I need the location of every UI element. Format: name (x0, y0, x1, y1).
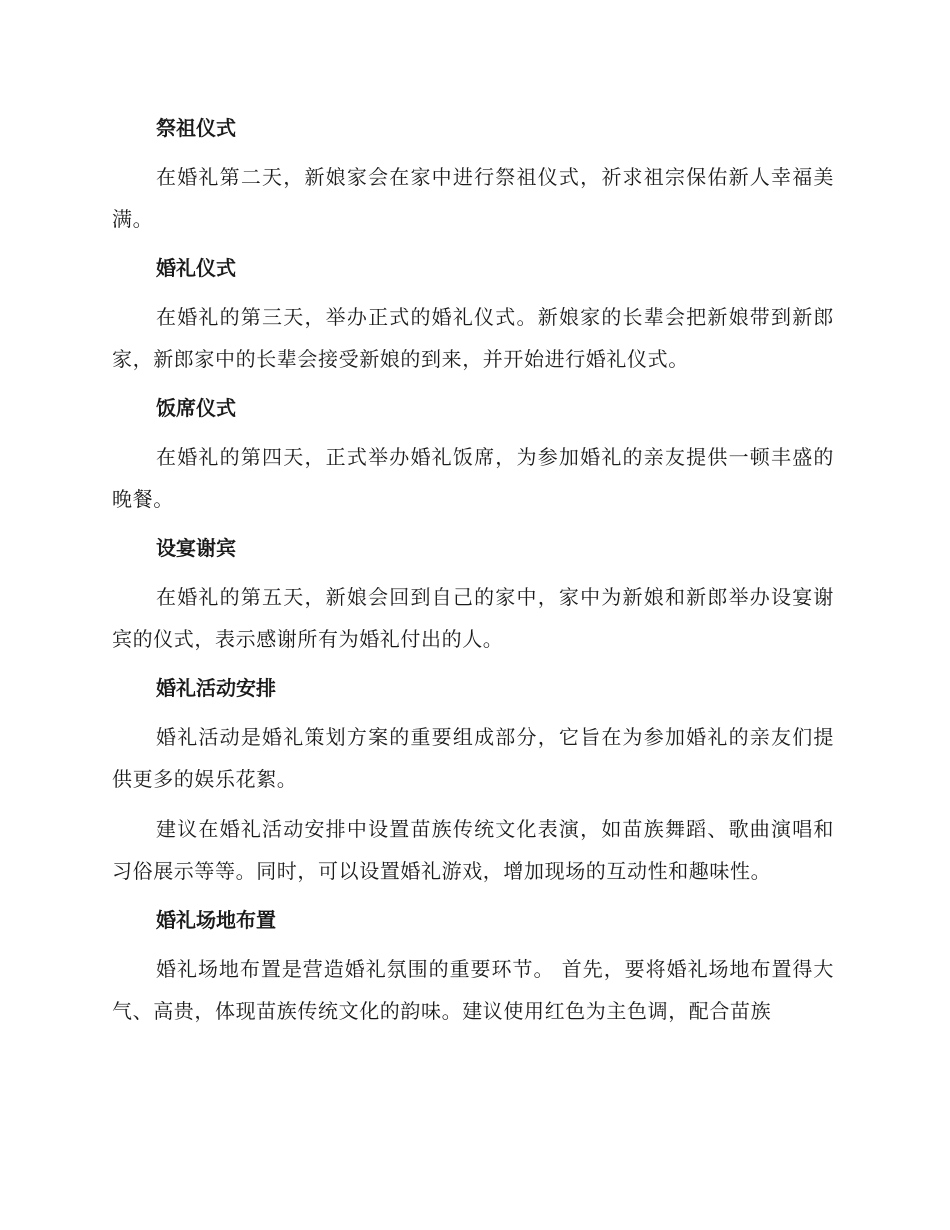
paragraph: 在婚礼的第五天，新娘会回到自己的家中，家中为新娘和新郎举办设宴谢宾的仪式，表示感谢所有为婚礼付出的人。 (112, 585, 834, 651)
section-ancestor-worship (112, 108, 834, 240)
section-heading: 设宴谢宾 (156, 536, 236, 560)
section-heading: 婚礼场地布置 (156, 908, 276, 932)
section-heading: 饭席仪式 (156, 396, 236, 420)
document-page (112, 108, 834, 1040)
section-heading: 祭祖仪式 (156, 116, 236, 140)
section-venue-decoration (112, 900, 834, 1032)
section-banquet (112, 388, 834, 520)
section-heading: 婚礼活动安排 (156, 676, 276, 700)
section-heading: 婚礼仪式 (156, 256, 236, 280)
section-wedding-ceremony (112, 248, 834, 380)
paragraph: 在婚礼的第三天，举办正式的婚礼仪式。新娘家的长辈会把新娘带到新郎家，新郎家中的长辈会接受新娘的到来，并开始进行婚礼仪式。 (112, 305, 834, 371)
paragraph: 婚礼场地布置是营造婚礼氛围的重要环节。 首先，要将婚礼场地布置得大气、高贵，体现苗族传统文化的韵味。建议使用红色为主色调，配合苗族 (112, 957, 834, 1023)
section-thank-guests (112, 528, 834, 660)
paragraph: 婚礼活动是婚礼策划方案的重要组成部分，它旨在为参加婚礼的亲友们提供更多的娱乐花絮。 (112, 725, 834, 791)
paragraph: 在婚礼的第四天，正式举办婚礼饭席，为参加婚礼的亲友提供一顿丰盛的晚餐。 (112, 445, 834, 511)
section-activities (112, 668, 834, 892)
paragraph: 在婚礼第二天，新娘家会在家中进行祭祖仪式，祈求祖宗保佑新人幸福美满。 (112, 165, 834, 231)
paragraph: 建议在婚礼活动安排中设置苗族传统文化表演，如苗族舞蹈、歌曲演唱和习俗展示等等。同时，可以设置婚礼游戏，增加现场的互动性和趣味性。 (112, 817, 834, 883)
